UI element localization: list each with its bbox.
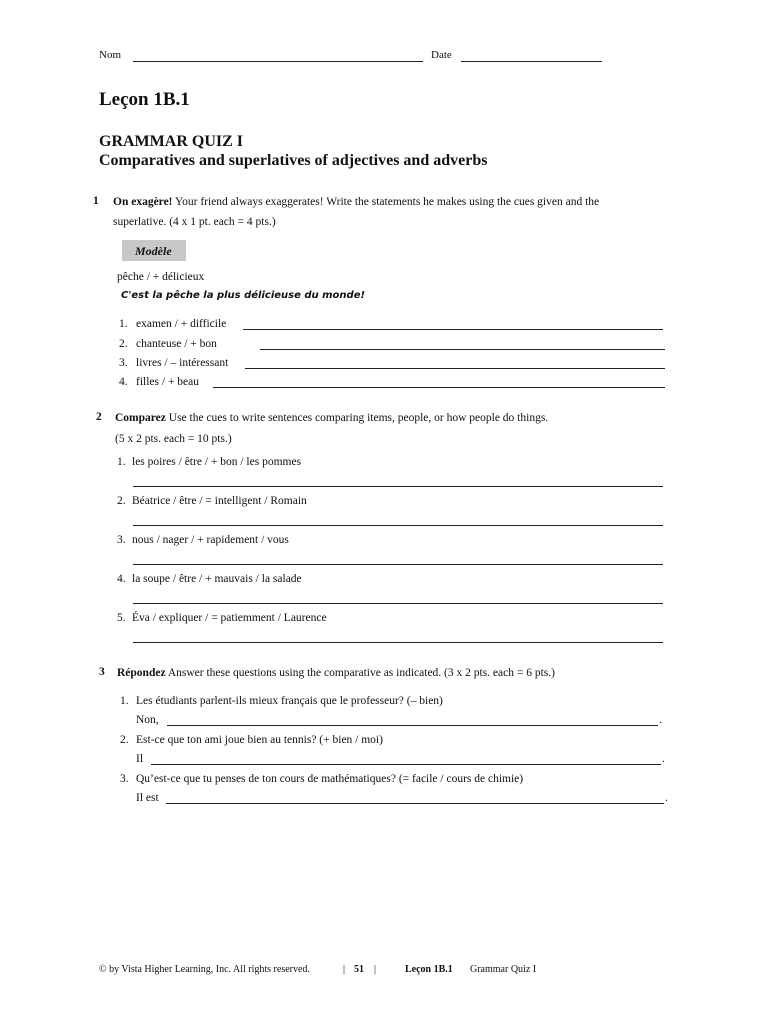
footer-copyright: © by Vista Higher Learning, Inc. All rights reserved. xyxy=(99,964,310,975)
s3-answer-prefix: Non, xyxy=(136,714,159,726)
section2-instructions-line1: Use the cues to write sentences comparing items, people, or how people do things. xyxy=(168,412,549,424)
s1-item-cue: chanteuse / + bon xyxy=(136,338,217,350)
example-answer: C'est la pêche la plus délicieuse du monde! xyxy=(121,290,366,301)
footer-separator: | xyxy=(343,964,346,975)
s2-item-num: 4. xyxy=(117,573,126,585)
section1-number: 1 xyxy=(93,195,99,207)
quiz-subtitle: Comparatives and superlatives of adjectives and adverbs xyxy=(99,152,488,169)
example-cue: pêche / + délicieux xyxy=(117,271,205,283)
s1-answer-line[interactable] xyxy=(213,387,665,388)
s3-answer-prefix: Il est xyxy=(136,792,159,804)
s2-item-num: 3. xyxy=(117,534,126,546)
section2-number: 2 xyxy=(96,411,102,423)
s1-answer-line[interactable] xyxy=(243,329,663,330)
s2-answer-line[interactable] xyxy=(133,486,663,487)
s2-answer-line[interactable] xyxy=(133,564,663,565)
section3-heading: Répondez xyxy=(117,667,166,679)
s2-item-cue: nous / nager / + rapidement / vous xyxy=(132,534,289,546)
s1-item-cue: filles / + beau xyxy=(136,376,200,388)
modele-label: Modèle xyxy=(135,244,172,258)
section2-instructions-line2: (5 x 2 pts. each = 10 pts.) xyxy=(115,433,232,445)
s1-item-num: 3. xyxy=(119,357,128,369)
s2-item-num: 2. xyxy=(117,495,126,507)
s1-item-num: 4. xyxy=(119,376,128,388)
s2-item-cue: Éva / expliquer / = patiemment / Laurence xyxy=(132,612,327,624)
s2-answer-line[interactable] xyxy=(133,642,663,643)
s1-answer-line[interactable] xyxy=(260,349,665,350)
section3-instructions-text: Answer these questions using the comparative as indicated. (3 x 2 pts. each = 6 pts.) xyxy=(167,667,555,679)
section3-number: 3 xyxy=(99,666,105,678)
s3-item-num: 1. xyxy=(120,695,129,707)
s2-item-cue: Béatrice / être / = intelligent / Romain xyxy=(132,495,307,507)
s2-item-num: 1. xyxy=(117,456,126,468)
section1-instructions-line2: superlative. (4 x 1 pt. each = 4 pts.) xyxy=(113,216,276,228)
date-label: Date xyxy=(431,49,452,61)
footer-separator: | xyxy=(374,964,377,975)
s1-item-num: 1. xyxy=(119,318,128,330)
s3-answer-line[interactable] xyxy=(166,803,664,804)
s2-answer-line[interactable] xyxy=(133,525,663,526)
s2-item-num: 5. xyxy=(117,612,126,624)
s1-item-cue: livres / – intéressant xyxy=(136,357,229,369)
s1-answer-line[interactable] xyxy=(245,368,665,369)
lesson-title: Leçon 1B.1 xyxy=(99,89,190,110)
footer-lesson: Leçon 1B.1 xyxy=(405,964,453,975)
s3-item-question: Qu’est-ce que tu penses de ton cours de mathématiques? (= facile / cours de chimie) xyxy=(136,773,524,785)
s3-answer-line[interactable] xyxy=(151,764,661,765)
s2-item-cue: la soupe / être / + mauvais / la salade xyxy=(132,573,302,585)
s3-item-question: Est-ce que ton ami joue bien au tennis? (+ bien / moi) xyxy=(136,734,383,746)
section2-instructions xyxy=(115,411,548,425)
s2-answer-line[interactable] xyxy=(133,603,663,604)
nom-label: Nom xyxy=(99,49,121,61)
s3-answer-period: . xyxy=(659,714,662,726)
footer-page-number: 51 xyxy=(354,964,364,975)
section3-instructions xyxy=(117,666,555,680)
section1-instructions-line1: Your friend always exaggerates! Write the statements he makes using the cues given and the xyxy=(174,196,600,208)
quiz-title: GRAMMAR QUIZ I xyxy=(99,133,243,150)
s3-answer-period: . xyxy=(665,792,668,804)
footer-quiz: Grammar Quiz I xyxy=(470,964,537,975)
s3-item-num: 3. xyxy=(120,773,129,785)
s1-item-num: 2. xyxy=(119,338,128,350)
s3-answer-line[interactable] xyxy=(167,725,658,726)
s3-answer-period: . xyxy=(662,753,665,765)
section1-heading: On exagère! xyxy=(113,196,173,208)
s2-item-cue: les poires / être / + bon / les pommes xyxy=(132,456,302,468)
s3-answer-prefix: Il xyxy=(136,753,144,765)
section1-instructions xyxy=(113,195,599,209)
s1-item-cue: examen / + difficile xyxy=(136,318,227,330)
nom-field[interactable] xyxy=(133,61,423,62)
section2-heading: Comparez xyxy=(115,412,166,424)
date-field[interactable] xyxy=(461,61,602,62)
s3-item-question: Les étudiants parlent-ils mieux français que le professeur? (– bien) xyxy=(136,695,443,707)
s3-item-num: 2. xyxy=(120,734,129,746)
